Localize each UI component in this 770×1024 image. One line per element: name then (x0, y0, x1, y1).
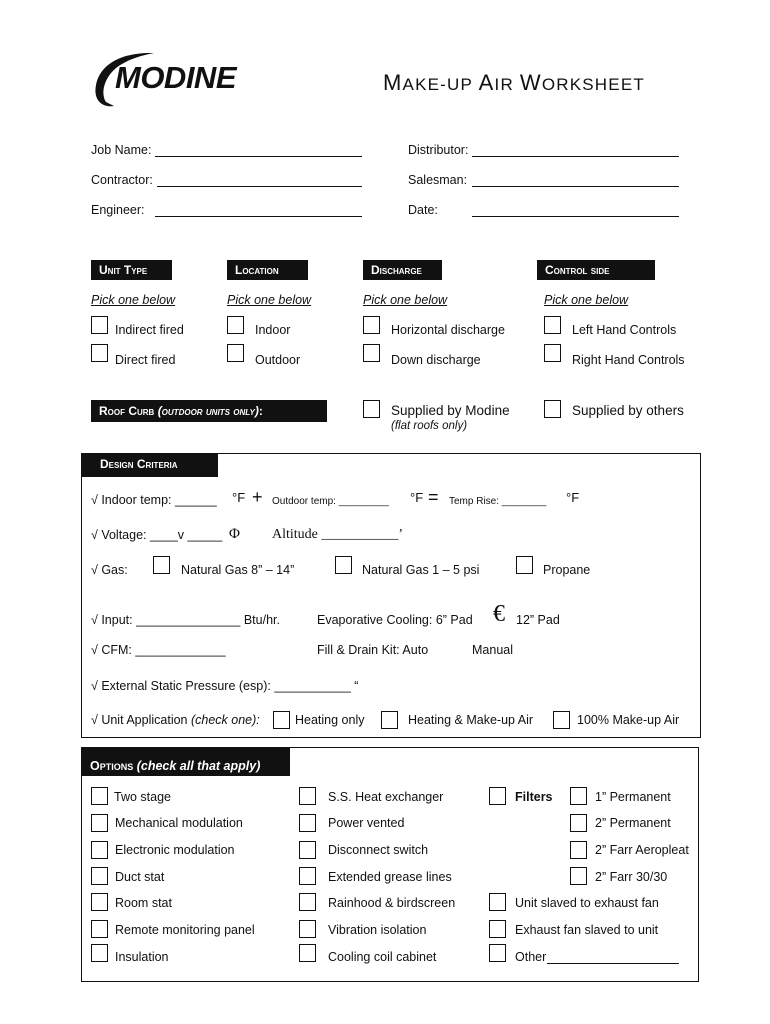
cfm-label: √ CFM: _____________ (91, 643, 226, 657)
other-label: Other (515, 950, 547, 964)
altitude-label: Altitude ___________’ (272, 527, 404, 542)
rainhood-birdscreen-checkbox[interactable] (299, 893, 316, 911)
discharge-header: Discharge (363, 260, 442, 280)
supplied-by-others-label: Supplied by others (572, 403, 684, 418)
unit-slaved-label: Unit slaved to exhaust fan (515, 896, 659, 910)
propane-label: Propane (543, 563, 591, 577)
two-stage-checkbox[interactable] (91, 787, 108, 805)
remote-monitoring-panel-label: Remote monitoring panel (115, 923, 255, 937)
evaporative-cooling-label: Evaporative Cooling: 6” Pad (317, 613, 473, 627)
voltage-label: √ Voltage: ____v _____ (91, 528, 223, 542)
heating-only-checkbox[interactable] (273, 711, 290, 729)
unit-slaved-checkbox[interactable] (489, 893, 506, 911)
design-criteria-header: Design Criteria (82, 453, 218, 477)
disconnect-switch-checkbox[interactable] (299, 841, 316, 859)
duct-stat-checkbox[interactable] (91, 867, 108, 885)
degf-3: °F (566, 490, 580, 505)
100-makeup-air-label: 100% Make-up Air (577, 713, 680, 727)
control-side-header: Control side (537, 260, 655, 280)
salesman-field[interactable] (472, 186, 679, 187)
input-label: √ Input: _______________ Btu/hr. (91, 613, 280, 627)
insulation-checkbox[interactable] (91, 944, 108, 962)
power-vented-checkbox[interactable] (299, 814, 316, 832)
electronic-modulation-label: Electronic modulation (115, 843, 235, 857)
direct-fired-label: Direct fired (115, 353, 176, 367)
phase-symbol: Φ (229, 526, 240, 542)
job-name-field[interactable] (155, 156, 362, 157)
left-hand-controls-checkbox[interactable] (544, 316, 561, 334)
filter-farr-aeropleat-checkbox[interactable] (570, 841, 587, 859)
supplied-by-modine-label: Supplied by Modine (391, 403, 510, 418)
location-header: Location (227, 260, 308, 280)
date-label: Date: (408, 203, 438, 217)
date-field[interactable] (472, 216, 679, 217)
indirect-fired-checkbox[interactable] (91, 316, 108, 334)
room-stat-label: Room stat (115, 896, 172, 910)
job-name-label: Job Name: (91, 143, 152, 157)
left-hand-controls-label: Left Hand Controls (572, 323, 677, 337)
engineer-field[interactable] (155, 216, 362, 217)
contractor-field[interactable] (157, 186, 362, 187)
outdoor-checkbox[interactable] (227, 344, 244, 362)
natural-gas-1-5-checkbox[interactable] (335, 556, 352, 574)
degf-2: °F (410, 490, 424, 505)
indoor-temp-label: √ Indoor temp: ______ (91, 493, 217, 507)
equals-sign: = (428, 487, 439, 507)
remote-monitoring-panel-checkbox[interactable] (91, 920, 108, 938)
distributor-label: Distributor: (408, 143, 469, 157)
logo-text: MODINE (115, 60, 236, 95)
indirect-fired-label: Indirect fired (115, 323, 184, 337)
temp-rise-label: Temp Rise: ________ (449, 496, 547, 507)
ss-heat-exchanger-label: S.S. Heat exchanger (328, 790, 444, 804)
flat-roofs-note: (flat roofs only) (391, 420, 468, 432)
natural-gas-8-14-checkbox[interactable] (153, 556, 170, 574)
heating-makeup-air-checkbox[interactable] (381, 711, 398, 729)
natural-gas-1-5-label: Natural Gas 1 – 5 psi (362, 563, 480, 577)
supplied-by-others-checkbox[interactable] (544, 400, 561, 418)
room-stat-checkbox[interactable] (91, 893, 108, 911)
exhaust-fan-slaved-checkbox[interactable] (489, 920, 506, 938)
unit-type-pick: Pick one below (91, 293, 176, 307)
mechanical-modulation-label: Mechanical modulation (115, 816, 243, 830)
ss-heat-exchanger-checkbox[interactable] (299, 787, 316, 805)
mechanical-modulation-checkbox[interactable] (91, 814, 108, 832)
filter-2-permanent-label: 2” Permanent (595, 816, 671, 830)
supplied-by-modine-checkbox[interactable] (363, 400, 380, 418)
filter-farr-30-30-label: 2” Farr 30/30 (595, 870, 668, 884)
down-discharge-label: Down discharge (391, 353, 481, 367)
right-hand-controls-checkbox[interactable] (544, 344, 561, 362)
disconnect-switch-label: Disconnect switch (328, 843, 429, 857)
exhaust-fan-slaved-label: Exhaust fan slaved to unit (515, 923, 659, 937)
electronic-modulation-checkbox[interactable] (91, 841, 108, 859)
degf-1: °F (232, 490, 246, 505)
euro-symbol: € (493, 601, 505, 627)
roof-curb-header: Roof Curb (outdoor units only): (91, 400, 327, 422)
rainhood-birdscreen-label: Rainhood & birdscreen (328, 896, 456, 910)
indoor-label: Indoor (255, 323, 291, 337)
outdoor-label: Outdoor (255, 353, 301, 367)
right-hand-controls-label: Right Hand Controls (572, 353, 685, 367)
filter-farr-30-30-checkbox[interactable] (570, 867, 587, 885)
plus-sign: + (252, 487, 263, 507)
insulation-label: Insulation (115, 950, 169, 964)
power-vented-label: Power vented (328, 816, 405, 830)
12-pad-label: 12” Pad (516, 613, 560, 627)
page-title: MAKE-UP AIR WORKSHEET (383, 70, 645, 95)
other-checkbox[interactable] (489, 944, 506, 962)
other-field[interactable] (547, 963, 679, 964)
unit-application-label: √ Unit Application (check one): (91, 713, 260, 727)
filter-farr-aeropleat-label: 2” Farr Aeropleat (595, 843, 689, 857)
cooling-coil-cabinet-checkbox[interactable] (299, 944, 316, 962)
duct-stat-label: Duct stat (115, 870, 165, 884)
direct-fired-checkbox[interactable] (91, 344, 108, 362)
distributor-field[interactable] (472, 156, 679, 157)
location-pick: Pick one below (227, 293, 312, 307)
100-makeup-air-checkbox[interactable] (553, 711, 570, 729)
contractor-label: Contractor: (91, 173, 153, 187)
vibration-isolation-checkbox[interactable] (299, 920, 316, 938)
discharge-pick: Pick one below (363, 293, 448, 307)
gas-label: √ Gas: (91, 563, 128, 577)
engineer-label: Engineer: (91, 203, 145, 217)
two-stage-label: Two stage (114, 790, 171, 804)
down-discharge-checkbox[interactable] (363, 344, 380, 362)
unit-type-header: Unit Type (91, 260, 172, 280)
natural-gas-8-14-label: Natural Gas 8” – 14” (181, 563, 295, 577)
options-header: Options (check all that apply) (82, 748, 290, 776)
horizontal-discharge-label: Horizontal discharge (391, 323, 505, 337)
outdoor-temp-label: Outdoor temp: _________ (272, 496, 389, 507)
filters-checkbox[interactable] (489, 787, 506, 805)
esp-label: √ External Static Pressure (esp): ___________ “ (91, 679, 359, 693)
horizontal-discharge-checkbox[interactable] (363, 316, 380, 334)
extended-grease-lines-label: Extended grease lines (328, 870, 452, 884)
propane-checkbox[interactable] (516, 556, 533, 574)
cooling-coil-cabinet-label: Cooling coil cabinet (328, 950, 437, 964)
salesman-label: Salesman: (408, 173, 468, 187)
control-side-pick: Pick one below (544, 293, 629, 307)
options-box (81, 747, 699, 982)
fill-drain-kit-label: Fill & Drain Kit: Auto (317, 643, 429, 657)
filters-label: Filters (515, 790, 553, 804)
vibration-isolation-label: Vibration isolation (328, 923, 427, 937)
extended-grease-lines-checkbox[interactable] (299, 867, 316, 885)
filter-1-permanent-checkbox[interactable] (570, 787, 587, 805)
manual-label: Manual (472, 643, 513, 657)
heating-only-label: Heating only (295, 713, 365, 727)
filter-1-permanent-label: 1” Permanent (595, 790, 671, 804)
modine-logo (92, 50, 287, 112)
indoor-checkbox[interactable] (227, 316, 244, 334)
filter-2-permanent-checkbox[interactable] (570, 814, 587, 832)
heating-makeup-air-label: Heating & Make-up Air (408, 713, 534, 727)
